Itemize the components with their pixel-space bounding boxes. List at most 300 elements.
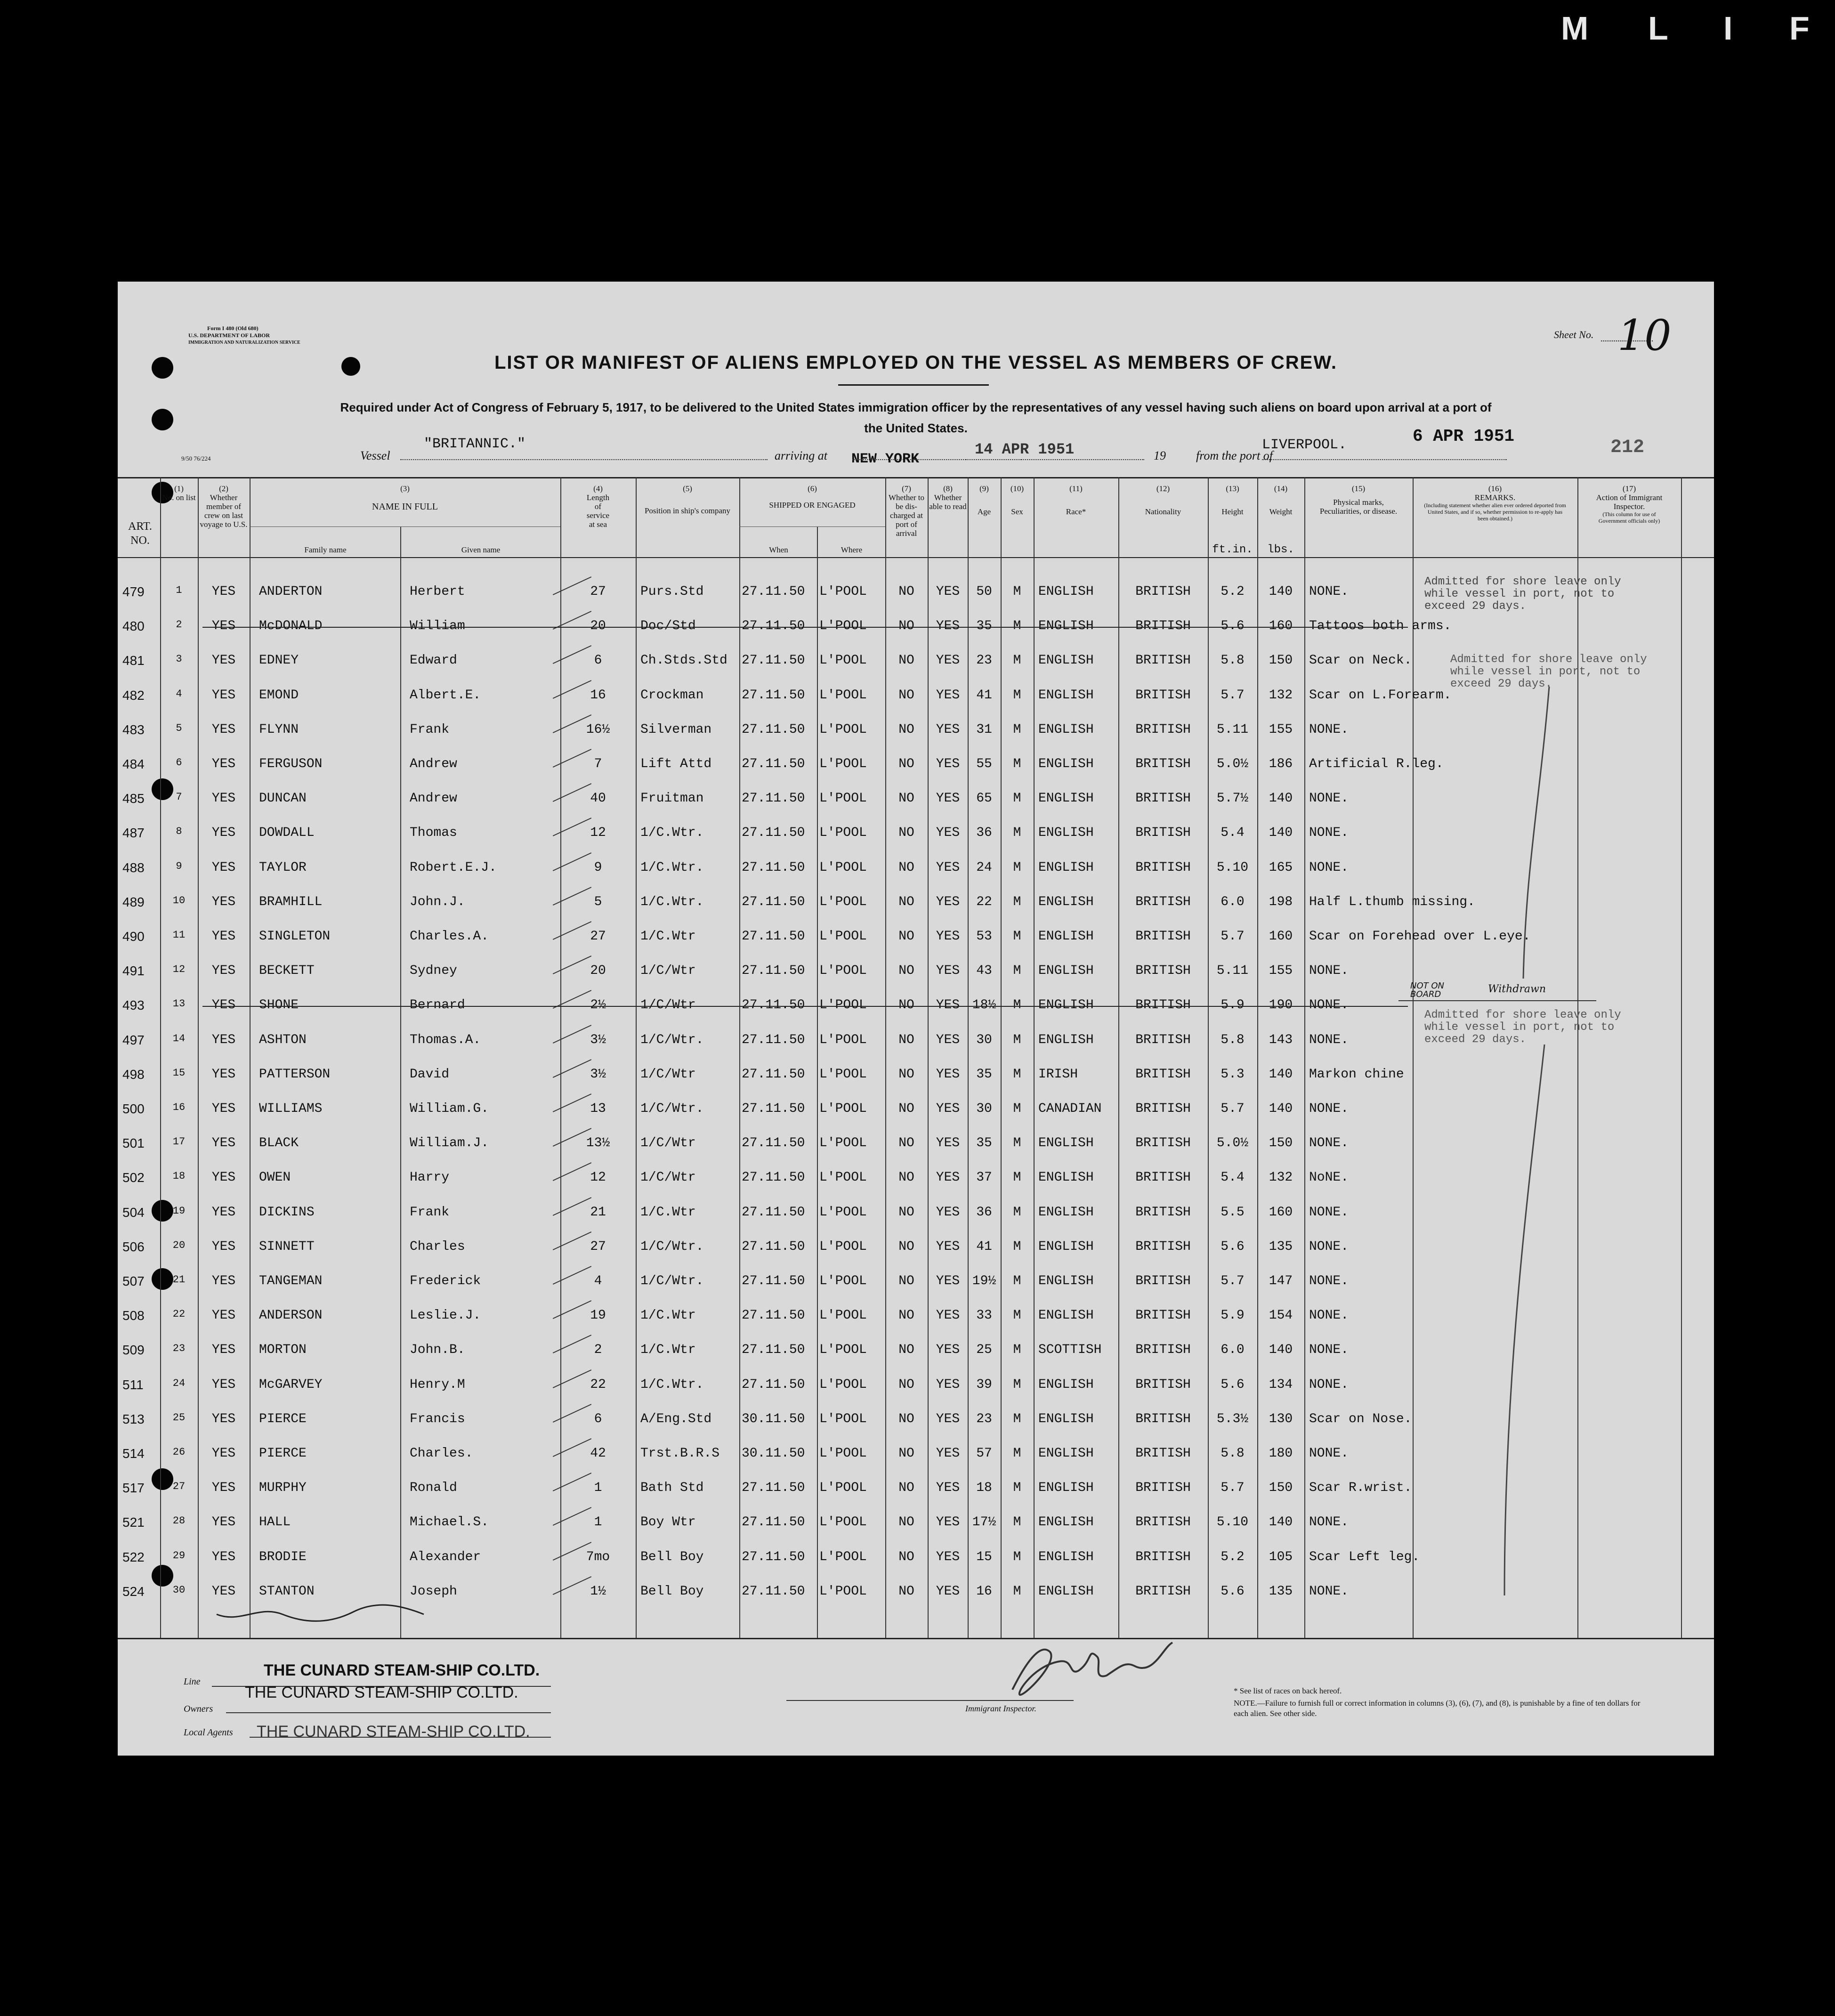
cell-weight: 140: [1269, 584, 1293, 599]
ditto-lines: [118, 282, 1714, 1647]
cell-service: 19: [590, 1308, 606, 1323]
cell-age: 50: [976, 584, 992, 599]
cell-crew-last-voyage: YES: [211, 1239, 236, 1254]
cell-sex: M: [1013, 1377, 1021, 1392]
cell-race: ENGLISH: [1038, 998, 1094, 1013]
cell-shipped-when: 27.11.50: [742, 929, 805, 944]
cell-height: 5.0½: [1216, 757, 1249, 771]
cell-position: Doc/Std: [640, 619, 696, 634]
cell-able-to-read: YES: [936, 1101, 960, 1116]
cell-family-name: ANDERTON: [259, 584, 323, 599]
cell-physical-marks: Scar on Neck.: [1309, 653, 1412, 668]
cell-position: Bell Boy: [640, 1549, 704, 1564]
cell-given-name: Leslie.J.: [410, 1308, 481, 1323]
cell-weight: 150: [1269, 1481, 1293, 1496]
cell-height: 5.2: [1221, 1549, 1245, 1564]
cell-shipped-where: L'POOL: [819, 998, 867, 1013]
cell-weight: 150: [1269, 653, 1293, 668]
cell-sex: M: [1013, 860, 1021, 875]
cell-race: ENGLISH: [1038, 1239, 1094, 1254]
cell-shipped-where: L'POOL: [819, 1584, 867, 1599]
cell-physical-marks: Scar on L.Forearm.: [1309, 688, 1452, 703]
cell-discharged: NO: [898, 1205, 914, 1220]
cell-given-name: Charles: [410, 1239, 465, 1254]
cell-weight: 160: [1269, 619, 1293, 634]
cell-able-to-read: YES: [936, 894, 960, 909]
remark-withdrawn: Withdrawn: [1488, 983, 1546, 995]
inspector-signature-line: [786, 1700, 1074, 1701]
cell-age: 35: [976, 1067, 992, 1082]
cell-sex: M: [1013, 688, 1021, 703]
cell-able-to-read: YES: [936, 1377, 960, 1392]
cell-service: 6: [594, 653, 602, 668]
cell-nationality: BRITISH: [1135, 1274, 1191, 1288]
cell-discharged: NO: [898, 1411, 914, 1426]
cell-art-no: 522: [122, 1549, 145, 1564]
cell-service: 9: [594, 860, 602, 875]
cell-weight: 132: [1269, 1170, 1293, 1185]
col-label: No. on list: [162, 493, 196, 502]
cell-nationality: BRITISH: [1135, 1308, 1191, 1323]
col-label: Whether able to read: [929, 493, 967, 511]
col-num: (8): [943, 484, 953, 493]
col-num: (5): [683, 484, 692, 493]
cell-crew-last-voyage: YES: [211, 1170, 236, 1185]
cell-list-no: 9: [176, 860, 182, 872]
cell-race: ENGLISH: [1038, 619, 1094, 634]
cell-physical-marks: Scar on Nose.: [1309, 1411, 1412, 1426]
owners-field-rule: [226, 1712, 551, 1713]
cell-shipped-where: L'POOL: [819, 1205, 867, 1220]
col-num: (6): [808, 484, 817, 493]
cell-given-name: Thomas: [410, 826, 457, 841]
cell-nationality: BRITISH: [1135, 688, 1191, 703]
arriving-port: NEW YORK: [851, 451, 920, 467]
cell-race: ENGLISH: [1038, 1549, 1094, 1564]
col-num: (1): [174, 484, 184, 493]
cell-given-name: Henry.M: [410, 1377, 465, 1392]
cell-service: 3½: [590, 1067, 606, 1082]
cell-discharged: NO: [898, 1136, 914, 1151]
col-label: Whether to be dis-charged at port of arrival: [889, 493, 924, 538]
cell-position: Crockman: [640, 688, 704, 703]
cell-able-to-read: YES: [936, 1274, 960, 1288]
cell-weight: 135: [1269, 1239, 1293, 1254]
cell-art-no: 483: [122, 722, 145, 737]
cell-given-name: Francis: [410, 1411, 465, 1426]
cell-shipped-where: L'POOL: [819, 722, 867, 737]
cell-art-no: 487: [122, 826, 145, 841]
cell-given-name: Frederick: [410, 1274, 481, 1288]
cell-nationality: BRITISH: [1135, 1101, 1191, 1116]
film-mark-l: L: [1648, 10, 1668, 47]
cell-physical-marks: Markon chine: [1309, 1067, 1404, 1082]
cell-art-no: 485: [122, 791, 145, 806]
cell-physical-marks: NONE.: [1309, 584, 1349, 599]
cell-family-name: BRODIE: [259, 1549, 307, 1564]
cell-shipped-when: 27.11.50: [742, 1101, 805, 1116]
cell-sex: M: [1013, 1308, 1021, 1323]
col-label: Nationality: [1145, 507, 1181, 516]
cell-nationality: BRITISH: [1135, 860, 1191, 875]
cell-position: 1/C.Wtr.: [640, 860, 704, 875]
cell-position: Purs.Std: [640, 584, 704, 599]
cell-list-no: 19: [172, 1205, 186, 1217]
cell-able-to-read: YES: [936, 1032, 960, 1047]
cell-position: 1/C/Wtr: [640, 1067, 696, 1082]
cell-position: Silverman: [640, 722, 712, 737]
cell-sex: M: [1013, 1549, 1021, 1564]
cell-race: ENGLISH: [1038, 1411, 1094, 1426]
cell-position: 1/C.Wtr: [640, 929, 696, 944]
cell-weight: 135: [1269, 1584, 1293, 1599]
sheet-label: Sheet No.: [1554, 329, 1594, 340]
cell-given-name: Albert.E.: [410, 688, 481, 703]
cell-shipped-when: 27.11.50: [742, 722, 805, 737]
inspector-signature: [871, 1633, 1248, 1718]
cell-height: 5.0½: [1216, 1136, 1249, 1151]
cell-family-name: FERGUSON: [259, 757, 323, 771]
cell-art-no: 508: [122, 1308, 145, 1323]
cell-age: 19½: [972, 1274, 996, 1288]
cell-crew-last-voyage: YES: [211, 757, 236, 771]
cell-service: 1: [594, 1481, 602, 1496]
cell-crew-last-voyage: YES: [211, 1136, 236, 1151]
cell-physical-marks: NONE.: [1309, 1343, 1349, 1358]
cell-shipped-when: 27.11.50: [742, 1032, 805, 1047]
cell-given-name: Ronald: [410, 1481, 457, 1496]
cell-art-no: 498: [122, 1067, 145, 1082]
cell-physical-marks: Artificial R.leg.: [1309, 757, 1444, 771]
cell-list-no: 12: [172, 963, 186, 976]
cell-sex: M: [1013, 963, 1021, 979]
cell-shipped-where: L'POOL: [819, 757, 867, 771]
cell-given-name: Bernard: [410, 998, 465, 1013]
cell-age: 43: [976, 963, 992, 979]
cell-family-name: ASHTON: [259, 1032, 307, 1047]
cell-race: ENGLISH: [1038, 1205, 1094, 1220]
cell-given-name: Harry: [410, 1170, 450, 1185]
cell-nationality: BRITISH: [1135, 1584, 1191, 1599]
cell-given-name: Joseph: [410, 1584, 457, 1599]
cell-list-no: 7: [176, 791, 182, 803]
cell-able-to-read: YES: [936, 653, 960, 668]
cell-list-no: 15: [172, 1067, 186, 1079]
cell-given-name: Frank: [410, 1205, 450, 1220]
cell-crew-last-voyage: YES: [211, 998, 236, 1013]
cell-list-no: 10: [172, 894, 186, 907]
cell-shipped-where: L'POOL: [819, 1308, 867, 1323]
cell-weight: 140: [1269, 791, 1293, 806]
cell-race: ENGLISH: [1038, 963, 1094, 979]
cell-given-name: Charles.: [410, 1446, 473, 1461]
cell-sex: M: [1013, 584, 1021, 599]
cell-shipped-where: L'POOL: [819, 653, 867, 668]
cell-discharged: NO: [898, 619, 914, 634]
col-label: Position in ship's company: [644, 506, 731, 515]
cell-height: 5.11: [1216, 722, 1249, 737]
cell-crew-last-voyage: YES: [211, 1377, 236, 1392]
cell-height: 5.6: [1221, 619, 1245, 634]
cell-position: A/Eng.Std: [640, 1411, 712, 1426]
cell-given-name: Herbert: [410, 584, 465, 599]
cell-height: 5.3: [1221, 1067, 1245, 1082]
cell-shipped-where: L'POOL: [819, 1170, 867, 1185]
cell-race: ENGLISH: [1038, 929, 1094, 944]
col-num: (7): [902, 484, 911, 493]
cell-physical-marks: NONE.: [1309, 998, 1349, 1013]
cell-able-to-read: YES: [936, 757, 960, 771]
department-label: U.S. DEPARTMENT OF LABOR: [188, 332, 270, 339]
cell-position: 1/C/Wtr: [640, 1136, 696, 1151]
cell-race: ENGLISH: [1038, 860, 1094, 875]
film-mark-m: M: [1561, 10, 1589, 47]
cell-weight: 140: [1269, 1101, 1293, 1116]
cell-art-no: 506: [122, 1239, 145, 1254]
cell-able-to-read: YES: [936, 688, 960, 703]
local-agents-value: THE CUNARD STEAM-SHIP CO.LTD.: [257, 1723, 530, 1741]
cell-nationality: BRITISH: [1135, 1067, 1191, 1082]
col-header-given-name: Given name: [461, 545, 501, 554]
cell-shipped-where: L'POOL: [819, 1239, 867, 1254]
cell-able-to-read: YES: [936, 1584, 960, 1599]
form-code: 9/50 76/224: [181, 455, 211, 462]
cell-crew-last-voyage: YES: [211, 1101, 236, 1116]
cell-shipped-when: 27.11.50: [742, 1274, 805, 1288]
cell-art-no: 501: [122, 1136, 145, 1151]
cell-art-no: 504: [122, 1205, 145, 1220]
cell-shipped-when: 27.11.50: [742, 1136, 805, 1151]
cell-service: 20: [590, 619, 606, 634]
cell-shipped-where: L'POOL: [819, 1032, 867, 1047]
cell-sex: M: [1013, 1446, 1021, 1461]
cell-given-name: John.B.: [410, 1343, 465, 1358]
cell-height: 5.11: [1216, 963, 1249, 979]
cell-crew-last-voyage: YES: [211, 1446, 236, 1461]
cell-crew-last-voyage: YES: [211, 688, 236, 703]
col-num: (2): [219, 484, 228, 493]
cell-shipped-where: L'POOL: [819, 1067, 867, 1082]
cell-position: Bell Boy: [640, 1584, 704, 1599]
cell-weight: 150: [1269, 1136, 1293, 1151]
cell-sex: M: [1013, 1584, 1021, 1599]
col-num: (14): [1274, 484, 1288, 493]
cell-nationality: BRITISH: [1135, 653, 1191, 668]
cell-age: 16: [976, 1584, 992, 1599]
cell-art-no: 490: [122, 929, 145, 944]
cell-nationality: BRITISH: [1135, 1032, 1191, 1047]
cell-discharged: NO: [898, 963, 914, 979]
cell-family-name: BLACK: [259, 1136, 299, 1151]
cell-sex: M: [1013, 998, 1021, 1013]
cell-shipped-when: 27.11.50: [742, 757, 805, 771]
cell-sex: M: [1013, 894, 1021, 909]
col-num: (17): [1622, 484, 1636, 493]
cell-art-no: 514: [122, 1446, 145, 1461]
cell-discharged: NO: [898, 688, 914, 703]
cell-race: ENGLISH: [1038, 688, 1094, 703]
col-num: (15): [1351, 484, 1366, 493]
cell-race: ENGLISH: [1038, 584, 1094, 599]
cell-shipped-where: L'POOL: [819, 826, 867, 841]
cell-weight: 160: [1269, 929, 1293, 944]
cell-age: 36: [976, 826, 992, 841]
cell-service: 2: [594, 1343, 602, 1358]
cell-shipped-where: L'POOL: [819, 1411, 867, 1426]
cell-age: 65: [976, 791, 992, 806]
cell-age: 35: [976, 619, 992, 634]
cell-art-no: 497: [122, 1032, 145, 1047]
cell-able-to-read: YES: [936, 1343, 960, 1358]
page-title: LIST OR MANIFEST OF ALIENS EMPLOYED ON THE VESSEL AS MEMBERS OF CREW.: [494, 352, 1337, 373]
cell-art-no: 489: [122, 894, 145, 909]
cell-service: 40: [590, 791, 606, 806]
cell-art-no: 513: [122, 1411, 145, 1426]
cell-service: 7mo: [586, 1549, 610, 1564]
film-mark-i: I: [1723, 10, 1733, 47]
cell-family-name: FLYNN: [259, 722, 299, 737]
cell-discharged: NO: [898, 1239, 914, 1254]
cell-shipped-when: 27.11.50: [742, 998, 805, 1013]
cell-able-to-read: YES: [936, 929, 960, 944]
cell-art-no: 502: [122, 1170, 145, 1185]
cell-service: 16½: [586, 722, 610, 737]
cell-crew-last-voyage: YES: [211, 1411, 236, 1426]
cell-sex: M: [1013, 1343, 1021, 1358]
cell-weight: 155: [1269, 722, 1293, 737]
cell-family-name: DICKINS: [259, 1205, 315, 1220]
cell-age: 22: [976, 894, 992, 909]
cell-height: 5.5: [1221, 1205, 1245, 1220]
cell-crew-last-voyage: YES: [211, 860, 236, 875]
cell-discharged: NO: [898, 722, 914, 737]
cell-family-name: BRAMHILL: [259, 894, 323, 909]
cell-list-no: 22: [172, 1308, 186, 1320]
cell-crew-last-voyage: YES: [211, 722, 236, 737]
cell-able-to-read: YES: [936, 860, 960, 875]
cell-family-name: HALL: [259, 1515, 291, 1530]
cell-list-no: 5: [176, 722, 182, 734]
cell-position: Fruitman: [640, 791, 704, 806]
cell-given-name: William.J.: [410, 1136, 489, 1151]
service-label: IMMIGRATION AND NATURALIZATION SERVICE: [188, 340, 300, 345]
cell-able-to-read: YES: [936, 1446, 960, 1461]
cell-race: SCOTTISH: [1038, 1343, 1102, 1358]
cell-sex: M: [1013, 791, 1021, 806]
cell-nationality: BRITISH: [1135, 963, 1191, 979]
owners-label: Owners: [184, 1704, 213, 1714]
cell-height: 5.9: [1221, 998, 1245, 1013]
manifest-sheet: [118, 282, 1714, 1756]
film-mark-f: F: [1789, 10, 1810, 47]
cell-sex: M: [1013, 653, 1021, 668]
page-number: 212: [1610, 437, 1645, 458]
cell-service: 42: [590, 1446, 606, 1461]
col-label: Physical marks, Peculiarities, or disease.: [1319, 498, 1398, 516]
cell-service: 12: [590, 826, 606, 841]
cell-family-name: SINNETT: [259, 1239, 315, 1254]
cell-weight: 155: [1269, 963, 1293, 979]
cell-age: 35: [976, 1136, 992, 1151]
cell-service: 27: [590, 929, 606, 944]
col-label: Age: [977, 507, 991, 516]
col-label: NAME IN FULL: [372, 502, 438, 512]
cell-crew-last-voyage: YES: [211, 894, 236, 909]
from-port: LIVERPOOL.: [1262, 437, 1347, 453]
page-subtitle: Required under Act of Congress of February 5, 1917, to be delivered to the United States immigration officer by the representatives of any vessel having such aliens on board upon arrival at a port of the United States.: [340, 400, 1492, 435]
cell-weight: 160: [1269, 1205, 1293, 1220]
cell-height: 5.10: [1216, 860, 1249, 875]
penalty-note: NOTE.—Failure to furnish full or correct information in columns (3), (6), (7), and (8), is punishable by a fine of ten dollars for each alien. See other side.: [1234, 1699, 1641, 1718]
cell-weight: 147: [1269, 1274, 1293, 1288]
cell-service: 2½: [590, 998, 606, 1013]
cell-position: 1/C.Wtr.: [640, 894, 704, 909]
local-agents-label: Local Agents: [184, 1727, 233, 1738]
cell-given-name: Thomas.A.: [410, 1032, 481, 1047]
cell-discharged: NO: [898, 929, 914, 944]
cell-able-to-read: YES: [936, 1136, 960, 1151]
cell-shipped-when: 27.11.50: [742, 688, 805, 703]
cell-sex: M: [1013, 1481, 1021, 1496]
cell-list-no: 29: [172, 1549, 186, 1562]
cell-race: ENGLISH: [1038, 894, 1094, 909]
remark-shore-leave: Admitted for shore leave only while vessel in port, not to exceed 29 days.: [1424, 1009, 1621, 1046]
cell-height: 5.6: [1221, 1239, 1245, 1254]
cell-discharged: NO: [898, 1308, 914, 1323]
cell-given-name: Andrew: [410, 757, 457, 771]
col-label: Height: [1221, 507, 1244, 516]
cell-age: 30: [976, 1032, 992, 1047]
cell-list-no: 6: [176, 757, 182, 769]
cell-crew-last-voyage: YES: [211, 791, 236, 806]
cell-discharged: NO: [898, 791, 914, 806]
cell-nationality: BRITISH: [1135, 619, 1191, 634]
cell-weight: 140: [1269, 1067, 1293, 1082]
cell-height: 5.4: [1221, 826, 1245, 841]
cell-shipped-where: L'POOL: [819, 1481, 867, 1496]
col-label: REMARKS.: [1474, 493, 1516, 502]
cell-shipped-when: 27.11.50: [742, 1515, 805, 1530]
cell-weight: 165: [1269, 860, 1293, 875]
cell-race: ENGLISH: [1038, 826, 1094, 841]
cell-shipped-where: L'POOL: [819, 1274, 867, 1288]
cell-nationality: BRITISH: [1135, 757, 1191, 771]
cell-weight: 190: [1269, 998, 1293, 1013]
remark-shore-leave: Admitted for shore leave only while vessel in port, not to exceed 29 days.: [1450, 653, 1647, 690]
cell-crew-last-voyage: YES: [211, 929, 236, 944]
col-num: (12): [1156, 484, 1170, 493]
cell-family-name: MORTON: [259, 1343, 307, 1358]
cell-physical-marks: NONE.: [1309, 826, 1349, 841]
cell-shipped-when: 27.11.50: [742, 1205, 805, 1220]
cell-discharged: NO: [898, 1343, 914, 1358]
line-value: THE CUNARD STEAM-SHIP CO.LTD.: [245, 1684, 518, 1701]
cell-physical-marks: NONE.: [1309, 1205, 1349, 1220]
cell-service: 27: [590, 1239, 606, 1254]
cell-able-to-read: YES: [936, 963, 960, 979]
cell-crew-last-voyage: YES: [211, 1515, 236, 1530]
cell-shipped-where: L'POOL: [819, 1549, 867, 1564]
col-header-where: Where: [841, 545, 863, 554]
cell-nationality: BRITISH: [1135, 1170, 1191, 1185]
cell-discharged: NO: [898, 1067, 914, 1082]
cell-physical-marks: NONE.: [1309, 1377, 1349, 1392]
cell-shipped-when: 27.11.50: [742, 1584, 805, 1599]
arriving-label: arriving at: [775, 449, 827, 462]
cell-weight: 198: [1269, 894, 1293, 909]
cell-shipped-when: 27.11.50: [742, 1481, 805, 1496]
cell-age: 24: [976, 860, 992, 875]
